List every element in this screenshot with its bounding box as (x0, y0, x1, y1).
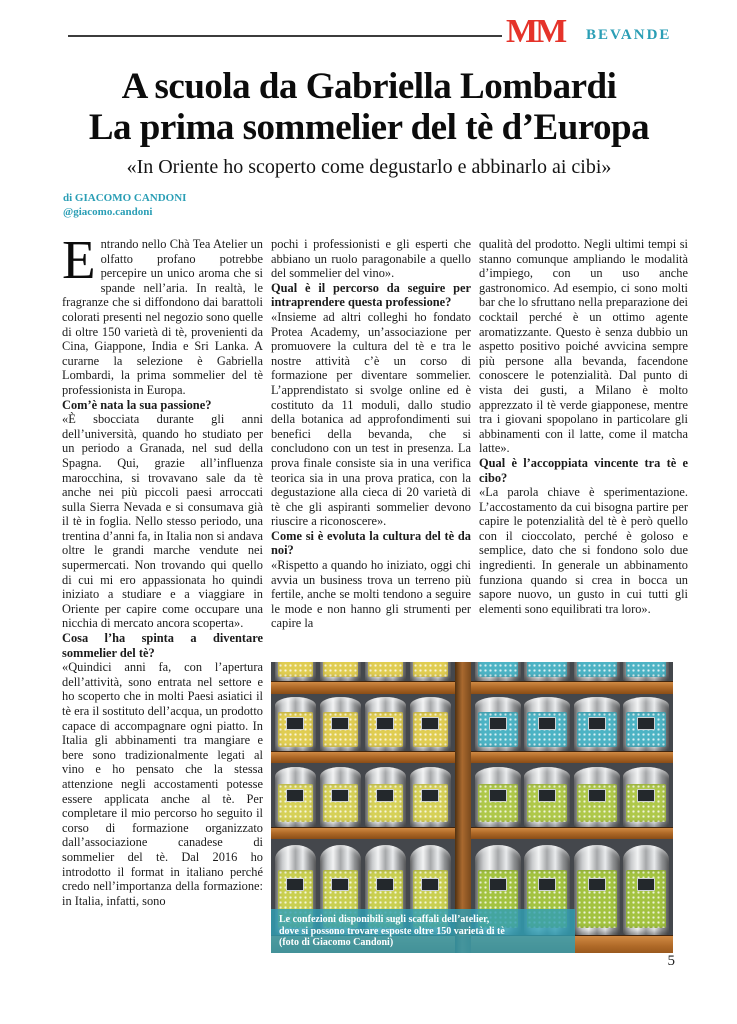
tea-canister-plate (489, 717, 507, 730)
tea-canister-label (626, 662, 666, 677)
wooden-shelf-board (271, 751, 455, 763)
tea-canister-plate (637, 878, 655, 891)
tea-canister (623, 845, 669, 935)
tea-canister-plate (489, 878, 507, 891)
tea-canister-plate (637, 717, 655, 730)
tea-canister-plate (376, 789, 394, 802)
article-title-line-2: La prima sommelier del tè d’Europa (88, 107, 650, 148)
tea-canister (475, 767, 521, 827)
article-subtitle: «In Oriente ho scoperto come degustarlo e abbinarlo ai cibi» (126, 156, 612, 178)
article-paragraph: pochi i professionisti e gli esperti che abbiano un ruolo paragonabile a quello del sommelier del vino». (271, 237, 471, 281)
tea-canister-plate (286, 878, 304, 891)
article-column-2 (271, 237, 471, 658)
article-title-line-1: A scuola da Gabriella Lombardi (121, 66, 617, 107)
tea-canister-plate (286, 789, 304, 802)
tea-canister-label (577, 662, 617, 677)
tea-canister (275, 767, 316, 827)
wooden-shelf-board (271, 681, 455, 694)
wooden-shelf-board (471, 681, 673, 694)
article-paragraph: «La parola chiave è sperimentazione. L’accostamento da cui bisogna partire per capire le potenzialità del tè è però quello con il cioccolato, perché è goloso e semplice, dato che si fondono solo due ingredienti. In generale un abbinamento funziona quando si crea in bocca un sapore nuovo, un gusto in cui tutti gli elementi sono equilibrati tra loro». (479, 485, 688, 616)
tea-canister (475, 662, 521, 681)
tea-canister-plate (588, 717, 606, 730)
tea-canister-label (323, 662, 358, 677)
article-paragraph: Entrando nello Chà Tea Atelier un olfatto profano potrebbe percepire un unico aroma che si spande nell’aria. In realtà, le fragranze che si diffondono dai barattoli colorati presenti nel negozio sono quelle di oltre 150 varietà di tè, provenienti da Cina, Giappone, India e Sri Lanka. A curarne la selezione è Gabriella Lombardi, la prima sommelier del tè professionista in Europa. (62, 237, 263, 397)
tea-canister-plate (538, 789, 556, 802)
tea-canister (275, 697, 316, 751)
section-label: BEVANDE (586, 27, 672, 43)
tea-canister-plate (286, 717, 304, 730)
tea-canister-label (527, 662, 567, 677)
header-rule (68, 35, 502, 37)
tea-canister-label (413, 662, 448, 677)
tea-canister (410, 697, 451, 751)
tea-canister (623, 697, 669, 751)
photo-caption-line-2: dove si possono trovare esposte oltre 150 varietà di tè (279, 925, 505, 937)
tea-canister-plate (331, 717, 349, 730)
page-number: 5 (667, 953, 675, 969)
article-column-3 (479, 237, 688, 658)
interview-question: Com’è nata la sua passione? (62, 397, 212, 412)
tea-canister-plate (588, 789, 606, 802)
article-paragraph: «È sbocciata durante gli anni dell’università, quando ho studiato per un periodo a Granada, nel sud della Spagna. Qui, grazie all’influenza marocchina, si trovavano sale da tè anche nei più piccoli paesi arroccati sulla Sierra Nevada e si consumava già il tè in foglia. Nello stesso periodo, una trentina d’anni fa, in Italia non si andava oltre le grandi marche vendute nei supermercati. Non trovando qui quello di cui mi ero appassionata ho quindi iniziato a studiare e a viaggiare in Oriente per capire come occupare una nicchia di mercato ancora scoperta». (62, 412, 263, 631)
tea-canister-plate (376, 717, 394, 730)
tea-canister (574, 697, 620, 751)
tea-canister-plate (421, 789, 439, 802)
tea-canister (365, 697, 406, 751)
tea-canister-label (478, 662, 518, 677)
drop-cap: E (62, 237, 96, 290)
tea-canister (524, 767, 570, 827)
tea-canister (623, 662, 669, 681)
author-social-handle[interactable]: @giacomo.candoni (63, 206, 153, 218)
interview-question: Qual è il percorso da seguire per intraprendere questa professione? (271, 280, 471, 310)
interview-question: Come si è evoluta la cultura del tè da noi? (271, 528, 471, 558)
tea-canister-plate (421, 717, 439, 730)
photo-caption-line-1: Le confezioni disponibili sugli scaffali dell’atelier, (279, 914, 490, 925)
photo-caption-line-3: (foto di Giacomo Candoni) (279, 937, 394, 948)
tea-canister-plate (331, 878, 349, 891)
tea-canister-plate (588, 878, 606, 891)
tea-canister (574, 845, 620, 935)
tea-canister (410, 662, 451, 681)
tea-canister (475, 697, 521, 751)
tea-canister (275, 662, 316, 681)
article-paragraph: «Rispetto a quando ho iniziato, oggi chi avvia un business trova un terreno più fertile, anche se molti tendono a seguire le mode e non hanno gli strumenti per capire la (271, 558, 471, 631)
tea-canister (365, 662, 406, 681)
tea-canister-label (278, 662, 313, 677)
author-byline: di GIACOMO CANDONI (63, 192, 187, 204)
wooden-shelf-board (471, 827, 673, 839)
tea-canister-plate (376, 878, 394, 891)
tea-canister-label (368, 662, 403, 677)
photo-caption (271, 909, 575, 953)
tea-canister (574, 662, 620, 681)
tea-canister-plate (489, 789, 507, 802)
article-column-1 (62, 237, 263, 969)
article-paragraph: «Quindici anni fa, con l’apertura dell’attività, sono entrata nel settore e ho scoperto che in molti Paesi asiatici il tè era il sostituto dell’acqua, un prodotto capace di accompagnare ogni piatto. In Italia gli abbinamenti tra mangiare e bere sono tradizionalmente legati al vino e ho pensato che la stessa attenzione negli accostamenti potesse essere applicata anche al tè. Per completare il mio percorso ho seguito il corso di formazione organizzato dall’associazione canadese di sommelier del tè. Dal 2016 ho introdotto il format in italiano perché credo nell’importanza della formazione: in Italia, infatti, sono (62, 660, 263, 908)
tea-canister-plate (331, 789, 349, 802)
tea-canister (574, 767, 620, 827)
wooden-shelf-board (271, 827, 455, 839)
tea-canister-plate (421, 878, 439, 891)
tea-canister (320, 767, 361, 827)
tea-canister (320, 662, 361, 681)
article-paragraph: «Insieme ad altri colleghi ho fondato Protea Academy, un’associazione per promuovere la cultura del tè e tra le nostre attività c’è un corso di formazione per diventare sommelier. L’apprendistato si svolge online ed è costituto da 11 moduli, dallo studio della botanica ad approfondimenti sui benefici della bevanda, che si concludono con un test in presenza. La prova finale consiste sia in una verifica teorica sia in una prova pratica, con la degustazione alla cieca di 20 varietà di tè che gli aspiranti sommelier devono riuscire a riconoscere». (271, 309, 471, 529)
tea-canister-plate (637, 789, 655, 802)
tea-canister (524, 697, 570, 751)
tea-canister-plate (538, 878, 556, 891)
tea-canister (623, 767, 669, 827)
tea-canister-plate (538, 717, 556, 730)
tea-canister (410, 767, 451, 827)
tea-canister (524, 662, 570, 681)
article-photo (271, 662, 673, 953)
mm-magazine-logo: MM (506, 13, 565, 50)
article-paragraph: qualità del prodotto. Negli ultimi tempi si stanno comunque ampliando le modalità d’impiego, con un uso anche gastronomico. Ad esempio, ci sono molti bar che lo sfruttano nella preparazione dei cocktail perché è un ottimo agente aromatizzante. Questo è senza dubbio un aspetto positivo poiché avvicina sempre più persone alla bevanda, facendone conoscere le potenzialità. Dal punto di vista dei gusti, a Milano è molto apprezzato il tè verde giapponese, mentre tra i giovani spopolano in particolare gli abbinamenti con il latte, come il matcha latte». (479, 237, 688, 456)
interview-question: Cosa l’ha spinta a diventare sommelier del tè? (62, 631, 263, 660)
wooden-shelf-board (471, 751, 673, 763)
interview-question: Qual è l’accoppiata vincente tra tè e cibo? (479, 455, 688, 485)
tea-canister (320, 697, 361, 751)
tea-canister (365, 767, 406, 827)
